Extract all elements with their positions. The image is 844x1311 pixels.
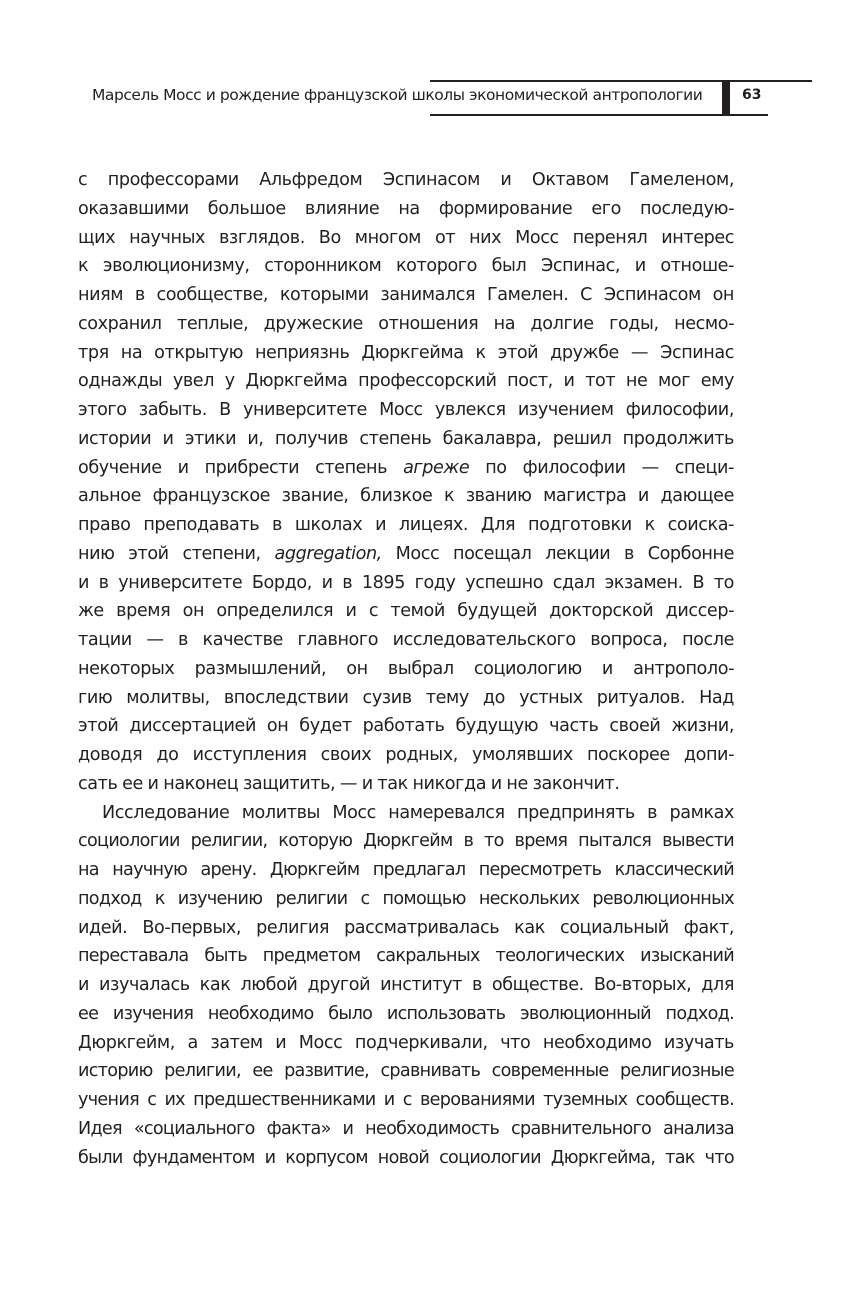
text-segment: по философии — специ- [469,457,734,478]
text-line: этой диссертацией он будет работать будущую часть своей жизни, [78,716,734,737]
text-line-agrege [78,454,734,483]
text-line: подход к изучению религии с помощью нескольких революционных [78,888,734,909]
text-line: сать ее и наконец защитить, — и так никогда и не закончит. [78,773,620,794]
text-line: ниям в сообществе, которыми занимался Гамелен. С Эспинасом он [78,285,734,305]
text-line: щих научных взглядов. Во многом от них Мосс перенял интерес [78,227,734,248]
paragraph-first-line: Исследование молитвы Мосс намеревался предпринять в рамках [102,802,734,823]
text-line: ее изучения необходимо было использовать эволюционный подход. [78,1003,734,1024]
text-line: альное французское звание, близкое к званию магистра и дающее [78,486,734,507]
text-line: и в университете Бордо, и в 1895 году успешно сдал экзамен. В то [78,572,734,593]
text-segment: Мосс посещал лекции в Сорбонне [381,543,735,564]
text-line: тации — в качестве главного исследовательского вопроса, после [78,630,734,650]
text-line: были фундаментом и корпусом новой социологии Дюркгейма, так что [78,1147,734,1168]
text-line: к эволюционизму, сторонником которого был Эспинас, и отноше- [78,256,734,277]
italic-term-aggregation: aggregation, [274,543,382,564]
text-line: оказавшими большое влияние на формирование его последую- [78,198,734,219]
text-line: Дюркгейм, а затем и Мосс подчеркивали, что необходимо изучать [78,1032,734,1053]
text-line: этого забыть. В университете Мосс увлекся изучением философии, [78,400,734,420]
text-line: идей. Во-первых, религия рассматривалась как социальный факт, [78,917,734,938]
text-line: на научную арену. Дюркгейм предлагал пересмотреть классический [78,860,734,880]
text-line: историю религии, ее развитие, сравнивать современные религиозные [78,1061,734,1082]
text-line-aggregation [78,540,734,569]
header-bar [722,82,730,116]
text-line: гию молитвы, впоследствии сузив тему до устных ритуалов. Над [78,687,734,708]
text-line: некоторых размышлений, он выбрал социологию и антрополо- [78,658,734,679]
text-line: тря на открытую неприязнь Дюркгейма к этой дружбе — Эспинас [78,342,734,363]
text-line: и изучалась как любой другой институт в обществе. Во-вторых, для [78,975,734,995]
text-line: доводя до исступления своих родных, умолявших поскорее допи- [78,745,734,765]
body-text [78,166,734,1172]
text-line: сохранил теплые, дружеские отношения на долгие годы, несмо- [78,313,734,334]
text-line: однажды увел у Дюркгейма профессорский пост, и тот не мог ему [78,371,734,392]
text-line: учения с их предшественниками и с верованиями туземных сообществ. [78,1090,734,1110]
text-segment: нию этой степени, [78,543,275,564]
text-segment: обучение и прибрести степень [78,457,404,478]
running-head [92,78,768,118]
text-line: истории и этики и, получив степень бакалавра, решил продолжить [78,428,734,449]
page-number: 63 [742,87,762,103]
text-line: с профессорами Альфредом Эспинасом и Октавом Гамеленом, [78,170,734,190]
italic-term-agrege: агреже [403,457,470,478]
text-line: же время он определился и с темой будущей докторской диссер- [78,601,734,622]
text-line: переставала быть предметом сакральных теологических изысканий [78,946,734,967]
header-bottom-rule [430,114,768,116]
header-top-rule [430,80,812,82]
text-line: право преподавать в школах и лицеях. Для подготовки к соиска- [78,515,734,535]
running-title: Марсель Мосс и рождение французской школы экономической антропологии [92,86,703,104]
text-line: социологии религии, которую Дюркгейм в то время пытался вывести [78,831,734,852]
text-line: Идея «социального факта» и необходимость сравнительного анализа [78,1118,734,1139]
